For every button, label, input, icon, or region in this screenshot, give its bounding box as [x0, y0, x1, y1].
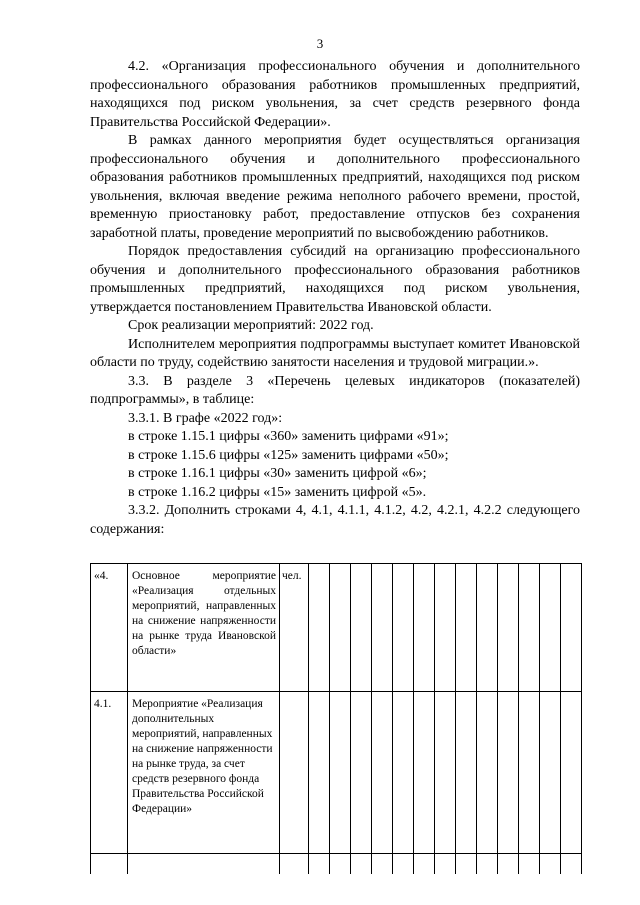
paragraph-executor: Исполнителем мероприятия подпрограммы выступает комитет Ивановской области по труду, содействию занятости населения и трудовой миграции.».	[90, 336, 580, 370]
row-name	[128, 692, 280, 854]
table-cell	[561, 854, 582, 875]
row-unit	[280, 692, 309, 854]
table-cell	[280, 854, 309, 875]
table-cell	[540, 854, 561, 875]
table-cell	[309, 692, 330, 854]
indicators-table	[90, 563, 582, 874]
table-cell	[519, 854, 540, 875]
table-cell	[309, 564, 330, 692]
paragraph-3-3-2: 3.3.2. Дополнить строками 4, 4.1, 4.1.1, 4.1.2, 4.2, 4.2.1, 4.2.2 следующего содержания:	[90, 503, 580, 537]
table-cell	[498, 854, 519, 875]
table-cell	[414, 564, 435, 692]
paragraph-subsidy-procedure: Порядок предоставления субсидий на организацию профессионального обучения и дополнительного профессионального образования работников промышленных предприятий, находящихся под риском увольнения, утверждается постановлением Правительства Ивановской области.	[90, 244, 580, 315]
row-name	[128, 564, 280, 692]
table-cell	[561, 692, 582, 854]
table-cell	[477, 692, 498, 854]
table-cell	[330, 564, 351, 692]
table-cell	[351, 854, 372, 875]
paragraph-term: Срок реализации мероприятий: 2022 год.	[128, 318, 374, 333]
row-unit: чел.	[280, 564, 309, 692]
table-cell	[309, 854, 330, 875]
table-cell	[393, 854, 414, 875]
table-row	[91, 854, 582, 875]
page-number: 3	[316, 36, 324, 51]
table-cell	[435, 854, 456, 875]
row-name-rest: мероприятий, направленных на снижение напряженности на рынке труда Ивановской области»	[132, 600, 276, 657]
paragraph-row-1-16-2: в строке 1.16.2 цифры «15» заменить цифрой «5».	[128, 484, 427, 500]
row-name-rest: Мероприятие «Реализация дополнительных мероприятий, направленных на снижение напряженности на рынке труда, за счет средств резервного фонда Правительства Российской Федерации»	[132, 698, 273, 815]
table-cell	[330, 854, 351, 875]
table-cell	[456, 692, 477, 854]
paragraph-4-2-title: 4.2. «Организация профессионального обучения и дополнительного профессионального образования работников промышленных предприятий, находящихся под риском увольнения, за счет средств резервного фонда Правительства Российской Федерации».	[90, 59, 580, 130]
paragraph-row-1-16-1: в строке 1.16.1 цифры «30» заменить цифрой «6»;	[128, 466, 427, 481]
row-name-line: «Реализация отдельных	[132, 585, 276, 597]
table-cell	[414, 854, 435, 875]
table-cell	[519, 692, 540, 854]
table-cell	[456, 564, 477, 692]
paragraph-row-1-15-1: в строке 1.15.1 цифры «360» заменить цифрами «91»;	[128, 429, 449, 444]
table-cell	[372, 564, 393, 692]
table-cell	[540, 692, 561, 854]
document-body	[90, 58, 580, 539]
table-cell	[414, 692, 435, 854]
table-cell	[519, 564, 540, 692]
table-cell	[128, 854, 280, 875]
table-cell	[498, 692, 519, 854]
table-cell	[91, 854, 128, 875]
table-cell	[393, 692, 414, 854]
table-cell	[435, 692, 456, 854]
table-cell	[498, 564, 519, 692]
table-cell	[477, 854, 498, 875]
table-cell	[372, 854, 393, 875]
table-cell	[456, 854, 477, 875]
table-cell	[561, 564, 582, 692]
paragraph-row-1-15-6: в строке 1.15.6 цифры «125» заменить цифрами «50»;	[128, 447, 449, 463]
table-cell	[351, 564, 372, 692]
paragraph-3-3-1: 3.3.1. В графе «2022 год»:	[128, 410, 283, 426]
table-row	[91, 564, 582, 692]
table-cell	[330, 692, 351, 854]
row-number: 4.1.	[91, 692, 128, 854]
paragraph-activity-description: В рамках данного мероприятия будет осуществляться организация профессионального обучения и дополнительного профессионального образования работников промышленных предприятий, находящихся под риском увольнения, включая введение режима неполного рабочего времени, простой, временную приостановку работ, предоставление отпусков без сохранения заработной платы, проведение мероприятий по высвобождению работников.	[90, 133, 580, 241]
row-name-line: Основное мероприятие	[132, 570, 276, 582]
table-row	[91, 692, 582, 854]
table-cell	[351, 692, 372, 854]
table-cell	[435, 564, 456, 692]
table-cell	[372, 692, 393, 854]
table-cell	[540, 564, 561, 692]
table-cell	[477, 564, 498, 692]
table-cell	[393, 564, 414, 692]
row-number: «4.	[91, 564, 128, 692]
paragraph-3-3: 3.3. В разделе 3 «Перечень целевых индикаторов (показателей) подпрограммы», в таблице:	[90, 373, 580, 407]
